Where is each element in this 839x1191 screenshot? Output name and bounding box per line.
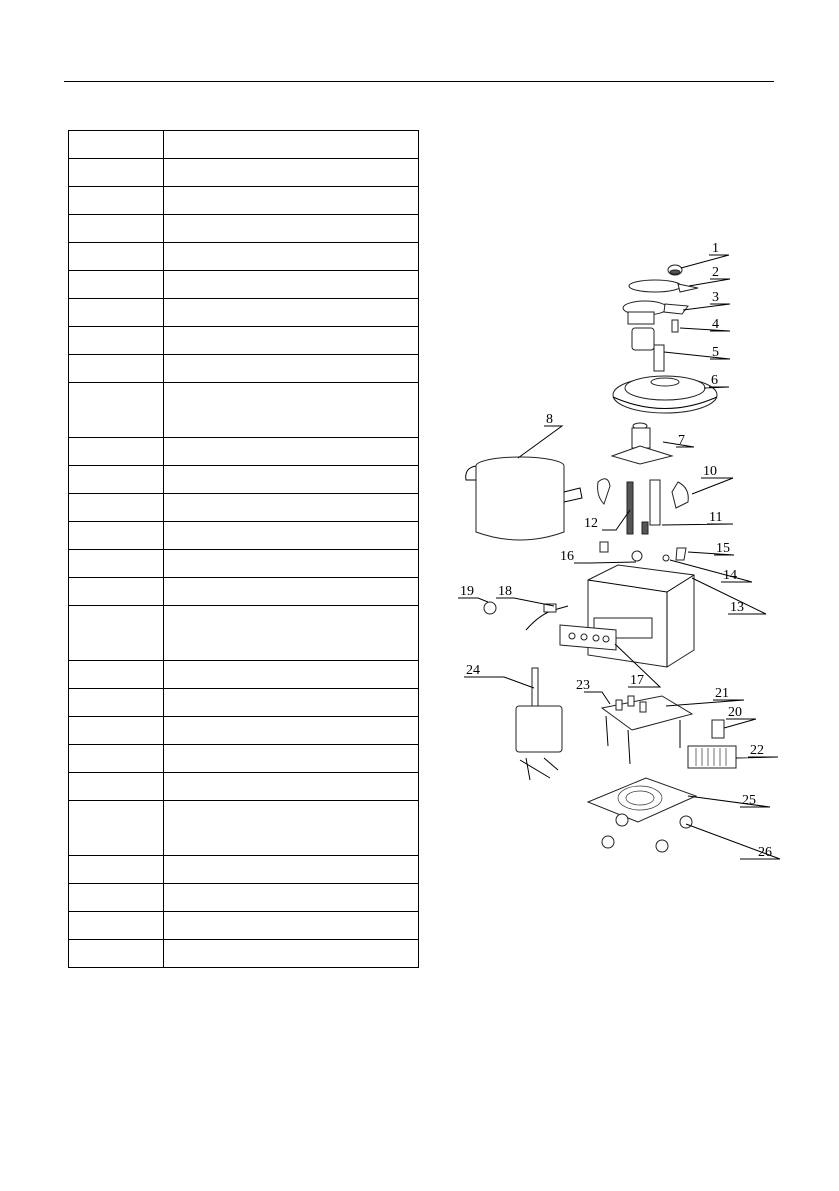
table-cell-number	[69, 187, 164, 215]
table-row	[69, 355, 419, 383]
table-row	[69, 689, 419, 717]
table-cell-number	[69, 522, 164, 550]
part-9-latch	[598, 479, 610, 504]
table-cell-description	[164, 215, 419, 243]
table-cell-description	[164, 689, 419, 717]
table-cell-number	[69, 689, 164, 717]
callout-26: 26	[758, 845, 772, 860]
table-cell-description	[164, 745, 419, 773]
callout-11: 11	[709, 510, 723, 525]
callout-25: 25	[742, 793, 756, 808]
table-row	[69, 884, 419, 912]
table-row	[69, 215, 419, 243]
part-26-feet	[602, 814, 692, 852]
part-4-pin	[672, 320, 678, 332]
table-cell-description	[164, 299, 419, 327]
table-cell-number	[69, 243, 164, 271]
table-cell-number	[69, 661, 164, 689]
table-row	[69, 243, 419, 271]
table-cell-description	[164, 438, 419, 466]
table-cell-number	[69, 131, 164, 159]
part-14-15-16-clips	[600, 542, 686, 561]
table-cell-description	[164, 159, 419, 187]
table-row	[69, 327, 419, 355]
callout-21: 21	[715, 686, 729, 701]
table-cell-description	[164, 243, 419, 271]
table-cell-number	[69, 550, 164, 578]
callout-18: 18	[498, 584, 512, 599]
part-1-cap	[668, 265, 682, 275]
callout-8: 8	[546, 412, 553, 427]
callout-10: 10	[703, 464, 717, 479]
table-cell-number	[69, 383, 164, 438]
callout-15: 15	[716, 541, 730, 556]
table-cell-description	[164, 271, 419, 299]
part-11-tube	[642, 480, 660, 534]
callout-1: 1	[712, 241, 719, 256]
part-7-blade	[612, 423, 672, 464]
table-row	[69, 717, 419, 745]
table-row	[69, 159, 419, 187]
table-cell-description	[164, 884, 419, 912]
table-cell-description	[164, 327, 419, 355]
table-cell-description	[164, 912, 419, 940]
table-row	[69, 494, 419, 522]
table-row	[69, 187, 419, 215]
callout-13: 13	[730, 600, 744, 615]
parts-table	[68, 130, 419, 968]
table-row	[69, 745, 419, 773]
table-row	[69, 438, 419, 466]
table-cell-description	[164, 355, 419, 383]
table-cell-description	[164, 383, 419, 438]
table-cell-description	[164, 606, 419, 661]
table-cell-description	[164, 578, 419, 606]
callout-22: 22	[750, 743, 764, 758]
callout-4: 4	[712, 317, 719, 332]
table-cell-description	[164, 856, 419, 884]
table-row	[69, 856, 419, 884]
exploded-view-diagram	[440, 230, 800, 870]
table-row	[69, 271, 419, 299]
table-cell-number	[69, 215, 164, 243]
table-cell-number	[69, 327, 164, 355]
table-row	[69, 522, 419, 550]
part-17-panel	[560, 625, 616, 650]
table-cell-number	[69, 438, 164, 466]
table-cell-description	[164, 466, 419, 494]
table-cell-description	[164, 661, 419, 689]
part-2-lever	[629, 280, 698, 292]
table-cell-number	[69, 912, 164, 940]
part-25-plate	[588, 778, 696, 822]
table-cell-description	[164, 717, 419, 745]
callout-3: 3	[712, 290, 719, 305]
part-19-knob	[484, 602, 496, 614]
part-24-motor	[516, 668, 562, 780]
table-cell-number	[69, 717, 164, 745]
table-cell-description	[164, 773, 419, 801]
part-13-base	[588, 565, 694, 667]
part-5-coupler	[632, 328, 664, 371]
part-23-board	[602, 696, 692, 764]
table-cell-number	[69, 884, 164, 912]
table-row	[69, 912, 419, 940]
table-cell-number	[69, 466, 164, 494]
table-cell-description	[164, 131, 419, 159]
callout-2: 2	[712, 265, 719, 280]
table-cell-description	[164, 187, 419, 215]
header-rule	[64, 81, 774, 82]
callout-20: 20	[728, 705, 742, 720]
callout-12: 12	[584, 516, 598, 531]
callout-14: 14	[723, 568, 737, 583]
part-20-connector	[712, 720, 724, 738]
callout-6: 6	[711, 373, 718, 388]
table-row	[69, 383, 419, 438]
table-cell-number	[69, 355, 164, 383]
callout-5: 5	[712, 345, 719, 360]
table-row	[69, 131, 419, 159]
table-cell-number	[69, 606, 164, 661]
part-12-spring	[627, 482, 633, 534]
table-cell-number	[69, 856, 164, 884]
table-cell-number	[69, 578, 164, 606]
table-row	[69, 550, 419, 578]
table-cell-number	[69, 773, 164, 801]
part-6-lid	[613, 376, 717, 413]
table-row	[69, 661, 419, 689]
table-cell-description	[164, 801, 419, 856]
callout-7: 7	[678, 433, 685, 448]
callout-17: 17	[630, 673, 644, 688]
part-22-radiator	[688, 746, 736, 768]
table-cell-number	[69, 801, 164, 856]
table-row	[69, 606, 419, 661]
table-cell-description	[164, 494, 419, 522]
table-row	[69, 773, 419, 801]
table-cell-description	[164, 550, 419, 578]
callout-16: 16	[560, 549, 574, 564]
table-row	[69, 578, 419, 606]
table-row	[69, 466, 419, 494]
table-cell-number	[69, 745, 164, 773]
table-row	[69, 299, 419, 327]
callout-19: 19	[460, 584, 474, 599]
table-row	[69, 801, 419, 856]
table-cell-description	[164, 940, 419, 968]
table-cell-number	[69, 940, 164, 968]
table-cell-number	[69, 271, 164, 299]
table-cell-number	[69, 159, 164, 187]
part-8-pot	[466, 457, 582, 540]
callout-24: 24	[466, 663, 480, 678]
part-10-bracket	[672, 482, 688, 508]
table-cell-number	[69, 299, 164, 327]
table-cell-number	[69, 494, 164, 522]
table-cell-description	[164, 522, 419, 550]
callout-23: 23	[576, 678, 590, 693]
table-row	[69, 940, 419, 968]
